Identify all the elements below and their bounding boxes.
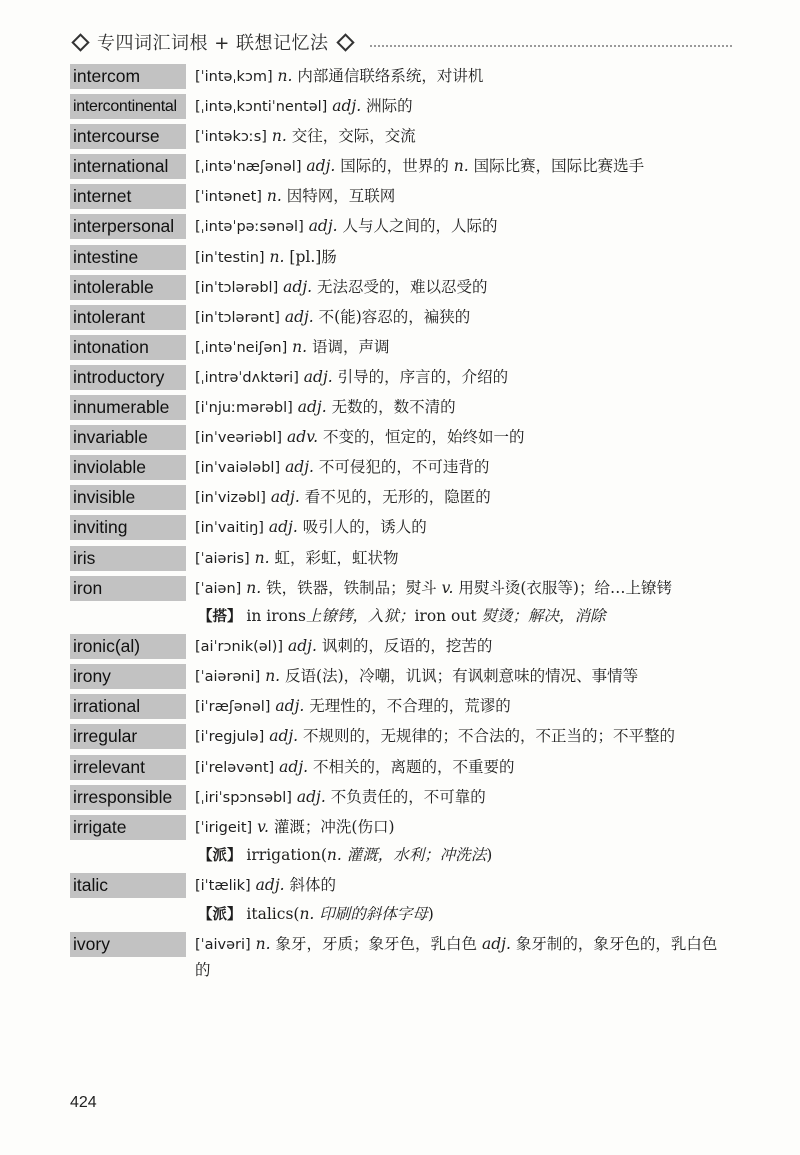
- headword: inviolable: [70, 455, 186, 480]
- headword: iron: [70, 576, 186, 601]
- note-tag: 【派】: [198, 906, 242, 923]
- part-of-speech: adj.: [287, 637, 317, 656]
- definition: [195, 184, 730, 211]
- vocab-entry: [70, 694, 730, 721]
- header-rule: [370, 45, 732, 47]
- meaning: 不相关的，离题的，不重要的: [313, 757, 515, 776]
- pronunciation: [ˈintəˌkɔm]: [195, 69, 273, 85]
- pronunciation: [ˈaiəris]: [195, 550, 250, 567]
- definition: [195, 425, 730, 452]
- meaning: 灌溉；冲洗(伤口): [273, 817, 395, 836]
- meaning: 斜体的: [289, 876, 337, 895]
- pronunciation: [inˈvaitiŋ]: [195, 520, 264, 537]
- headword: irrational: [70, 694, 186, 719]
- pronunciation: [ˈaiərəni]: [195, 669, 261, 686]
- pronunciation: [ˈintənet]: [195, 189, 262, 206]
- vocab-entry: [70, 154, 730, 181]
- meaning: 讽刺的，反语的，挖苦的: [321, 637, 493, 656]
- part-of-speech: adj.: [270, 488, 300, 507]
- usage-note: [195, 843, 730, 870]
- note-english: italics(: [241, 904, 300, 923]
- part-of-speech: n.: [246, 578, 262, 597]
- note-english: ): [427, 904, 434, 923]
- definition: [195, 305, 730, 332]
- definition: [195, 485, 730, 512]
- vocab-entry: [70, 395, 730, 422]
- note-tag: 【派】: [198, 848, 242, 865]
- definition: [195, 335, 730, 362]
- pronunciation: [inˈvaiələbl]: [195, 460, 281, 477]
- pronunciation: [inˈveəriəbl]: [195, 430, 283, 447]
- note-english: ): [486, 846, 493, 865]
- headword: italic: [70, 873, 186, 898]
- vocab-entry: [70, 275, 730, 302]
- meaning: 人与人之间的，人际的: [342, 217, 498, 236]
- note-english: in irons: [241, 607, 306, 626]
- part-of-speech: n.: [265, 667, 281, 686]
- page-number: 424: [70, 1094, 97, 1111]
- part-of-speech: n.: [292, 337, 308, 356]
- vocab-entry: [70, 664, 730, 691]
- meaning: 不变的，恒定的，始终如一的: [322, 428, 525, 447]
- vocab-entry: [70, 455, 730, 482]
- meaning: 无数的，数不清的: [331, 398, 456, 417]
- vocab-entry: [70, 755, 730, 782]
- part-of-speech: adj.: [269, 727, 299, 746]
- part-of-speech: n.: [255, 934, 271, 953]
- meaning: 交往，交际，交流: [291, 127, 416, 146]
- vocab-entry: [70, 724, 730, 751]
- vocab-entry: [70, 124, 730, 151]
- headword: international: [70, 154, 186, 179]
- meaning: 不(能)容忍的，褊狭的: [318, 307, 471, 326]
- headword: intonation: [70, 335, 186, 360]
- definition: [195, 365, 730, 392]
- meaning: 因特网，互联网: [286, 187, 396, 206]
- headword: interpersonal: [70, 214, 186, 239]
- headword: irregular: [70, 724, 186, 749]
- part-of-speech: n.: [277, 67, 293, 85]
- meaning: 国际的，世界的: [340, 157, 449, 176]
- pronunciation: [ˈirigeit]: [195, 819, 253, 836]
- meaning: 内部通信联络系统，对讲机: [297, 67, 484, 85]
- part-of-speech: adj.: [284, 307, 314, 326]
- definition: [195, 154, 730, 181]
- vocab-entry: [70, 785, 730, 812]
- headword: introductory: [70, 365, 186, 390]
- definition: [195, 932, 730, 984]
- meaning: 铁，铁器，铁制品；熨斗: [266, 578, 437, 597]
- pronunciation: [inˈvizəbl]: [195, 490, 266, 507]
- headword: intolerable: [70, 275, 186, 300]
- definition: [195, 124, 730, 151]
- diamond-icon: [71, 33, 89, 51]
- note-chinese: n. 印刷的斜体字母: [299, 904, 428, 923]
- pronunciation: [ˈaivəri]: [195, 936, 251, 953]
- definition: [195, 694, 730, 721]
- pronunciation: [ˌiriˈspɔnsəbl]: [195, 789, 292, 806]
- vocab-entry: [70, 634, 730, 661]
- meaning: 用熨斗烫(衣服等)；给…上镣铐: [458, 578, 672, 597]
- meaning: 象牙制的，象牙色的，乳白色的: [195, 934, 718, 980]
- definition: [195, 395, 730, 422]
- note-tag: 【搭】: [198, 609, 242, 626]
- part-of-speech: n.: [271, 127, 287, 146]
- definition: [195, 785, 730, 812]
- definition: [195, 214, 730, 241]
- part-of-speech: adj.: [283, 277, 313, 296]
- diamond-icon: [336, 33, 354, 51]
- meaning: 国际比赛，国际比赛选手: [473, 157, 645, 176]
- definition: [195, 873, 730, 928]
- vocab-entry: [70, 873, 730, 928]
- meaning: 看不见的，无形的，隐匿的: [304, 488, 491, 507]
- meaning: 语调，声调: [312, 337, 390, 356]
- headword: intercom: [70, 64, 186, 89]
- meaning: 不负责任的，不可靠的: [330, 787, 486, 806]
- header-title: 专四词汇词根 + 联想记忆法: [97, 33, 329, 54]
- headword: intercourse: [70, 124, 186, 149]
- meaning: 无理性的，不合理的，荒谬的: [309, 697, 511, 716]
- part-of-speech: adj.: [306, 157, 336, 176]
- pronunciation: [iˈtælik]: [195, 878, 251, 895]
- meaning: 吸引人的，诱人的: [302, 518, 427, 537]
- pronunciation: [iˈræʃənəl]: [195, 699, 271, 716]
- part-of-speech: v.: [257, 817, 269, 836]
- headword: intercontinental: [70, 94, 186, 119]
- usage-note: [195, 604, 730, 631]
- headword: ivory: [70, 932, 186, 957]
- headword: ironic(al): [70, 634, 186, 659]
- pronunciation: [ˈintəkɔːs]: [195, 129, 267, 146]
- vocab-entry: [70, 576, 730, 631]
- definition: [195, 64, 730, 91]
- headword: irrigate: [70, 815, 186, 840]
- meaning: 无法忍受的，难以忍受的: [317, 277, 488, 296]
- part-of-speech: n.: [254, 548, 270, 567]
- vocab-entry: [70, 184, 730, 211]
- vocab-entry: [70, 64, 730, 91]
- headword: irrelevant: [70, 755, 186, 780]
- pronunciation: [ˈaiən]: [195, 580, 242, 597]
- part-of-speech: adj.: [303, 367, 333, 386]
- headword: internet: [70, 184, 186, 209]
- part-of-speech: adj.: [279, 757, 309, 776]
- headword: inviting: [70, 515, 186, 540]
- definition: [195, 94, 730, 121]
- usage-note: [195, 902, 730, 929]
- pronunciation: [inˈtɔlərəbl]: [195, 279, 279, 296]
- vocab-entry: [70, 485, 730, 512]
- vocab-entry: [70, 94, 730, 121]
- meaning: 洲际的: [366, 97, 413, 116]
- part-of-speech: adj.: [275, 697, 305, 716]
- headword: iris: [70, 546, 186, 571]
- headword: intolerant: [70, 305, 186, 330]
- meaning: 不规则的，无规律的；不合法的，不正当的；不平整的: [303, 727, 676, 746]
- meaning: 反语(法)，冷嘲，讥讽；有讽刺意味的情况、事情等: [285, 667, 639, 686]
- note-chinese: n. 灌溉，水利；冲洗法: [326, 846, 487, 865]
- part-of-speech: n.: [266, 187, 282, 206]
- part-of-speech: adj.: [285, 458, 314, 477]
- vocab-entry: [70, 815, 730, 870]
- vocab-entry: [70, 305, 730, 332]
- pronunciation: [iˈreləvənt]: [195, 759, 275, 776]
- part-of-speech: n.: [453, 157, 469, 176]
- vocab-entry: [70, 365, 730, 392]
- part-of-speech: n.: [269, 247, 285, 266]
- part-of-speech: adj.: [268, 518, 298, 537]
- definition: [195, 576, 730, 631]
- vocabulary-list: [70, 64, 730, 988]
- vocab-entry: [70, 245, 730, 272]
- meaning: 虹，彩虹，虹状物: [274, 548, 399, 567]
- part-of-speech: adj.: [296, 787, 326, 806]
- vocab-entry: [70, 546, 730, 573]
- meaning: 象牙，牙质；象牙色，乳白色: [275, 934, 478, 953]
- part-of-speech: adj.: [332, 97, 362, 116]
- part-of-speech: adj.: [255, 876, 285, 895]
- meaning: 引导的，序言的，介绍的: [337, 367, 509, 386]
- pronunciation: [aiˈrɔnik(əl)]: [195, 639, 284, 656]
- headword: innumerable: [70, 395, 186, 420]
- part-of-speech: adv.: [287, 428, 319, 447]
- pronunciation: [ˌintəˈpəːsənəl]: [195, 219, 304, 236]
- definition: [195, 455, 730, 482]
- note-chinese: 上镣铐，入狱；: [305, 607, 415, 626]
- part-of-speech: v.: [441, 578, 454, 597]
- vocab-entry: [70, 214, 730, 241]
- note-english: iron out: [414, 607, 482, 626]
- part-of-speech: adj.: [308, 217, 338, 236]
- vocab-entry: [70, 335, 730, 362]
- note-english: irrigation(: [241, 846, 327, 865]
- pronunciation: [iˈregjulə]: [195, 729, 265, 746]
- pronunciation: [inˈtestin]: [195, 249, 265, 266]
- meaning: [pl.]肠: [289, 247, 337, 266]
- running-header: [70, 26, 732, 58]
- note-chinese: 熨烫；解决，消除: [481, 607, 606, 626]
- definition: [195, 634, 730, 661]
- part-of-speech: adj.: [297, 398, 327, 417]
- pronunciation: [ˌintəˈnæʃənəl]: [195, 159, 302, 176]
- headword: intestine: [70, 245, 186, 270]
- vocab-entry: [70, 425, 730, 452]
- part-of-speech: adj.: [481, 934, 511, 953]
- definition: [195, 546, 730, 573]
- pronunciation: [inˈtɔlərənt]: [195, 309, 280, 326]
- definition: [195, 275, 730, 302]
- definition: [195, 815, 730, 870]
- headword: irony: [70, 664, 186, 689]
- pronunciation: [ˌintrəˈdʌktəri]: [195, 369, 299, 386]
- vocab-entry: [70, 515, 730, 542]
- pronunciation: [ˌintəˌkɔntiˈnentəl]: [195, 99, 328, 116]
- pronunciation: [iˈnjuːmərəbl]: [195, 400, 293, 417]
- definition: [195, 515, 730, 542]
- definition: [195, 664, 730, 691]
- pronunciation: [ˌintəˈneiʃən]: [195, 339, 288, 356]
- headword: irresponsible: [70, 785, 186, 810]
- definition: [195, 755, 730, 782]
- definition: [195, 724, 730, 751]
- meaning: 不可侵犯的，不可违背的: [318, 458, 490, 477]
- vocab-entry: [70, 932, 730, 984]
- headword: invariable: [70, 425, 186, 450]
- definition: [195, 245, 730, 272]
- headword: invisible: [70, 485, 186, 510]
